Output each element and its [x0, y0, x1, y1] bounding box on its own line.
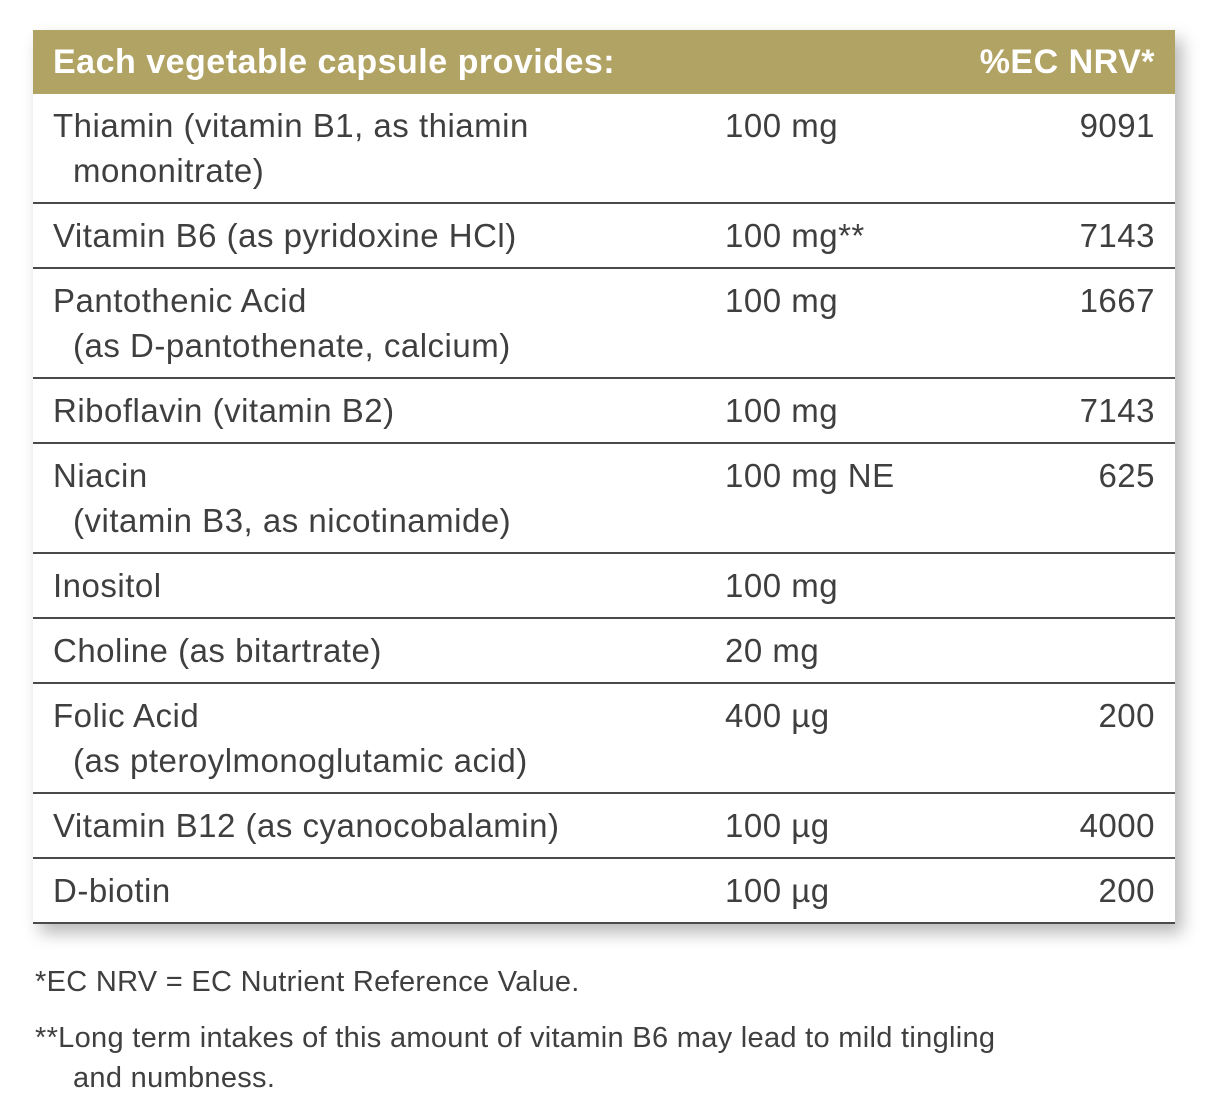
nutrient-name: Inositol	[53, 567, 162, 604]
nutrient-amount: 100 mg	[725, 567, 839, 604]
nutrient-name: D-biotin	[53, 872, 171, 909]
table-row	[33, 204, 1175, 269]
nutrient-amount: 400 µg	[725, 697, 830, 734]
supplement-facts-panel	[33, 30, 1175, 924]
panel-title: Each vegetable capsule provides:	[53, 42, 616, 81]
nutrient-name: Vitamin B12 (as cyanocobalamin)	[53, 807, 560, 844]
nutrient-amount: 20 mg	[725, 632, 820, 669]
footnotes	[35, 962, 1135, 1114]
nutrient-nrv: 7143	[1079, 392, 1155, 429]
nutrient-nrv: 9091	[1079, 107, 1155, 144]
table-row	[33, 379, 1175, 444]
nutrient-name: Niacin (vitamin B3, as nicotinamide)	[53, 457, 512, 539]
nutrient-name: Pantothenic Acid (as D-pantothenate, calcium)	[53, 282, 511, 364]
nutrient-amount: 100 mg	[725, 282, 839, 319]
panel-header	[33, 30, 1175, 94]
footnote-nrv-definition: *EC NRV = EC Nutrient Reference Value.	[35, 966, 580, 998]
footnote-b6-warning: **Long term intakes of this amount of vitamin B6 may lead to mild tingling and numbness.	[35, 1022, 996, 1094]
nutrient-nrv: 4000	[1079, 807, 1155, 844]
nutrient-name: Thiamin (vitamin B1, as thiamin mononitrate)	[53, 107, 529, 189]
nutrient-name: Riboflavin (vitamin B2)	[53, 392, 395, 429]
nutrient-amount: 100 µg	[725, 872, 830, 909]
nutrient-nrv: 625	[1098, 457, 1155, 494]
table-row	[33, 794, 1175, 859]
nutrient-name: Folic Acid (as pteroylmonoglutamic acid)	[53, 697, 528, 779]
nutrient-nrv: 200	[1098, 697, 1155, 734]
table-row	[33, 684, 1175, 794]
nutrient-nrv: 200	[1098, 872, 1155, 909]
nrv-column-header: %EC NRV*	[979, 42, 1155, 81]
nutrient-amount: 100 mg	[725, 107, 839, 144]
nutrient-amount: 100 mg NE	[725, 457, 895, 494]
table-row	[33, 859, 1175, 924]
nutrient-amount: 100 mg**	[725, 217, 865, 254]
nutrient-nrv: 1667	[1079, 282, 1155, 319]
table-row	[33, 269, 1175, 379]
nutrient-name: Vitamin B6 (as pyridoxine HCl)	[53, 217, 517, 254]
nutrient-amount: 100 mg	[725, 392, 839, 429]
nutrient-name: Choline (as bitartrate)	[53, 632, 382, 669]
table-row	[33, 94, 1175, 204]
table-row	[33, 554, 1175, 619]
table-row	[33, 444, 1175, 554]
nutrient-amount: 100 µg	[725, 807, 830, 844]
table-row	[33, 619, 1175, 684]
nutrient-nrv: 7143	[1079, 217, 1155, 254]
